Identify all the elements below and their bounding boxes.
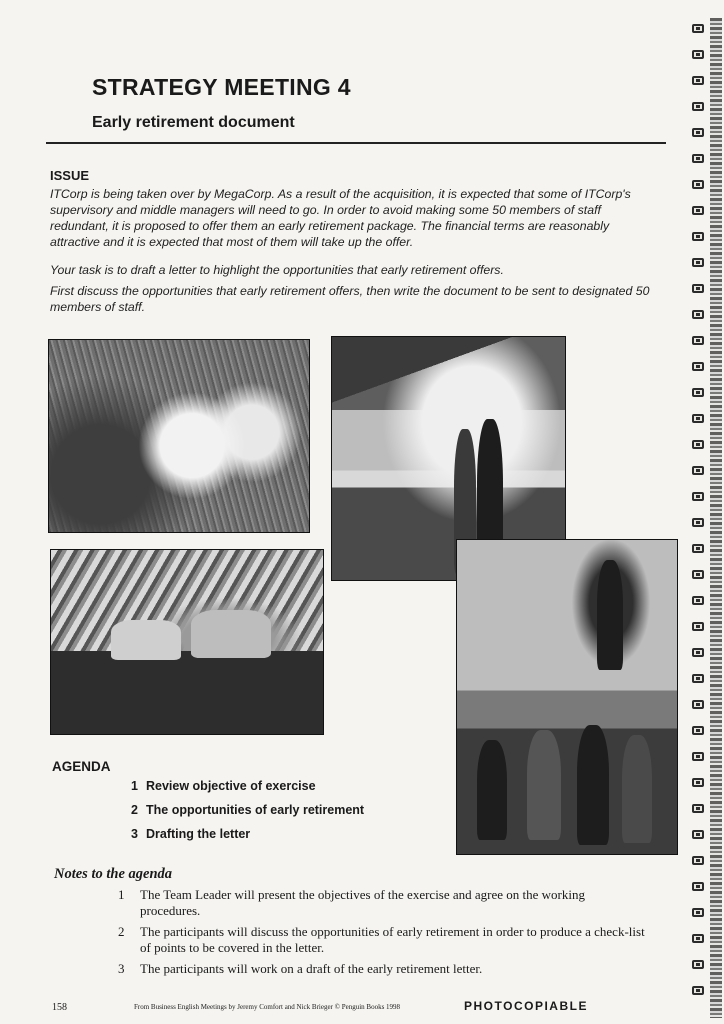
- binding-ring: [692, 934, 704, 943]
- binding-ring: [692, 336, 704, 345]
- agenda-item: [118, 779, 364, 803]
- tourist-3: [577, 725, 609, 845]
- photo-tourists-in-square: [456, 539, 678, 855]
- agenda-item-text: Review objective of exercise: [146, 779, 316, 793]
- page-subtitle: Early retirement document: [92, 114, 295, 131]
- agenda-item-number: 1: [131, 779, 138, 793]
- binding-ring: [692, 284, 704, 293]
- note-item: [118, 961, 648, 977]
- issue-paragraph-2: Your task is to draft a letter to highlight the opportunities that early retirement offers.: [50, 263, 504, 277]
- binding-ring: [692, 50, 704, 59]
- binding-ring: [692, 206, 704, 215]
- spiral-binding: [684, 18, 724, 1018]
- agenda-list: [118, 779, 364, 851]
- binding-ring: [692, 24, 704, 33]
- binding-ring: [692, 466, 704, 475]
- tourist-1: [477, 740, 507, 840]
- binding-ring: [692, 648, 704, 657]
- agenda-item-text: Drafting the letter: [146, 827, 251, 841]
- photocopiable-label: PHOTOCOPIABLE: [464, 999, 588, 1013]
- note-item-number: 1: [118, 887, 125, 902]
- binding-ring: [692, 778, 704, 787]
- binding-ring: [692, 622, 704, 631]
- person-on-lounger-1: [111, 620, 181, 660]
- binding-ring: [692, 830, 704, 839]
- agenda-item-number: 3: [131, 827, 138, 841]
- binding-ring: [692, 804, 704, 813]
- photo-poolside-loungers: [50, 549, 324, 735]
- binding-ring: [692, 570, 704, 579]
- page-number: 158: [52, 1002, 67, 1013]
- binding-ring: [692, 388, 704, 397]
- note-item-text: The participants will discuss the opportunities of early retirement in order to produce a check-list of points to be covered in the letter.: [140, 924, 645, 955]
- note-item-text: The participants will work on a draft of the early retirement letter.: [140, 961, 483, 976]
- note-item-number: 2: [118, 924, 125, 939]
- agenda-item-number: 2: [131, 803, 138, 817]
- binding-ring: [692, 518, 704, 527]
- tourist-2: [527, 730, 561, 840]
- binding-ring: [692, 700, 704, 709]
- notes-list: [118, 887, 648, 982]
- agenda-item: [118, 803, 364, 827]
- binding-ring: [692, 180, 704, 189]
- binding-ring: [692, 128, 704, 137]
- binding-ring: [692, 258, 704, 267]
- binding-ring: [692, 986, 704, 995]
- issue-paragraph-3: First discuss the opportunities that early retirement offers, then write the document to be sent to designated 50 members of staff.: [50, 284, 650, 314]
- issue-heading: ISSUE: [50, 168, 90, 183]
- agenda-item-text: The opportunities of early retirement: [146, 803, 365, 817]
- binding-ring: [692, 154, 704, 163]
- binding-ring: [692, 232, 704, 241]
- binding-ring: [692, 596, 704, 605]
- agenda-heading: AGENDA: [52, 759, 111, 774]
- binding-ring: [692, 726, 704, 735]
- photo-flowering-shrubs: [48, 339, 310, 533]
- binding-ring: [692, 310, 704, 319]
- copyright-credit: From Business English Meetings by Jeremy Comfort and Nick Brieger © Penguin Books 1998: [134, 1003, 401, 1011]
- title-divider: [46, 142, 666, 144]
- binding-ring: [692, 492, 704, 501]
- binding-ring: [692, 752, 704, 761]
- note-item-number: 3: [118, 961, 125, 976]
- binding-ring: [692, 102, 704, 111]
- issue-paragraph-1: ITCorp is being taken over by MegaCorp. As a result of the acquisition, it is expected that some of ITCorp's supervisory and middle managers will need to go. In order to avoid making some 50 members of staff redundant, it is proposed to offer them an early retirement package. The financial terms are reasonably attractive and it is expected that most of them will take up the offer.: [50, 187, 631, 249]
- note-item-text: The Team Leader will present the objectives of the exercise and agree on the working procedures.: [140, 887, 586, 918]
- page-footer: [52, 999, 652, 1017]
- statue: [597, 560, 623, 670]
- notes-heading: Notes to the agenda: [54, 866, 173, 882]
- binding-ring: [692, 674, 704, 683]
- note-item: [118, 887, 648, 919]
- binding-ring: [692, 414, 704, 423]
- binding-ring: [692, 882, 704, 891]
- person-on-lounger-2: [191, 610, 271, 658]
- binding-ring: [692, 960, 704, 969]
- page-edge-stack: [710, 18, 722, 1018]
- note-item: [118, 924, 648, 956]
- binding-ring: [692, 856, 704, 865]
- binding-ring: [692, 362, 704, 371]
- tourist-4: [622, 735, 652, 843]
- agenda-item: [118, 827, 364, 851]
- binding-ring: [692, 76, 704, 85]
- page-title: STRATEGY MEETING 4: [92, 74, 351, 100]
- binding-ring: [692, 544, 704, 553]
- binding-ring: [692, 440, 704, 449]
- binding-ring: [692, 908, 704, 917]
